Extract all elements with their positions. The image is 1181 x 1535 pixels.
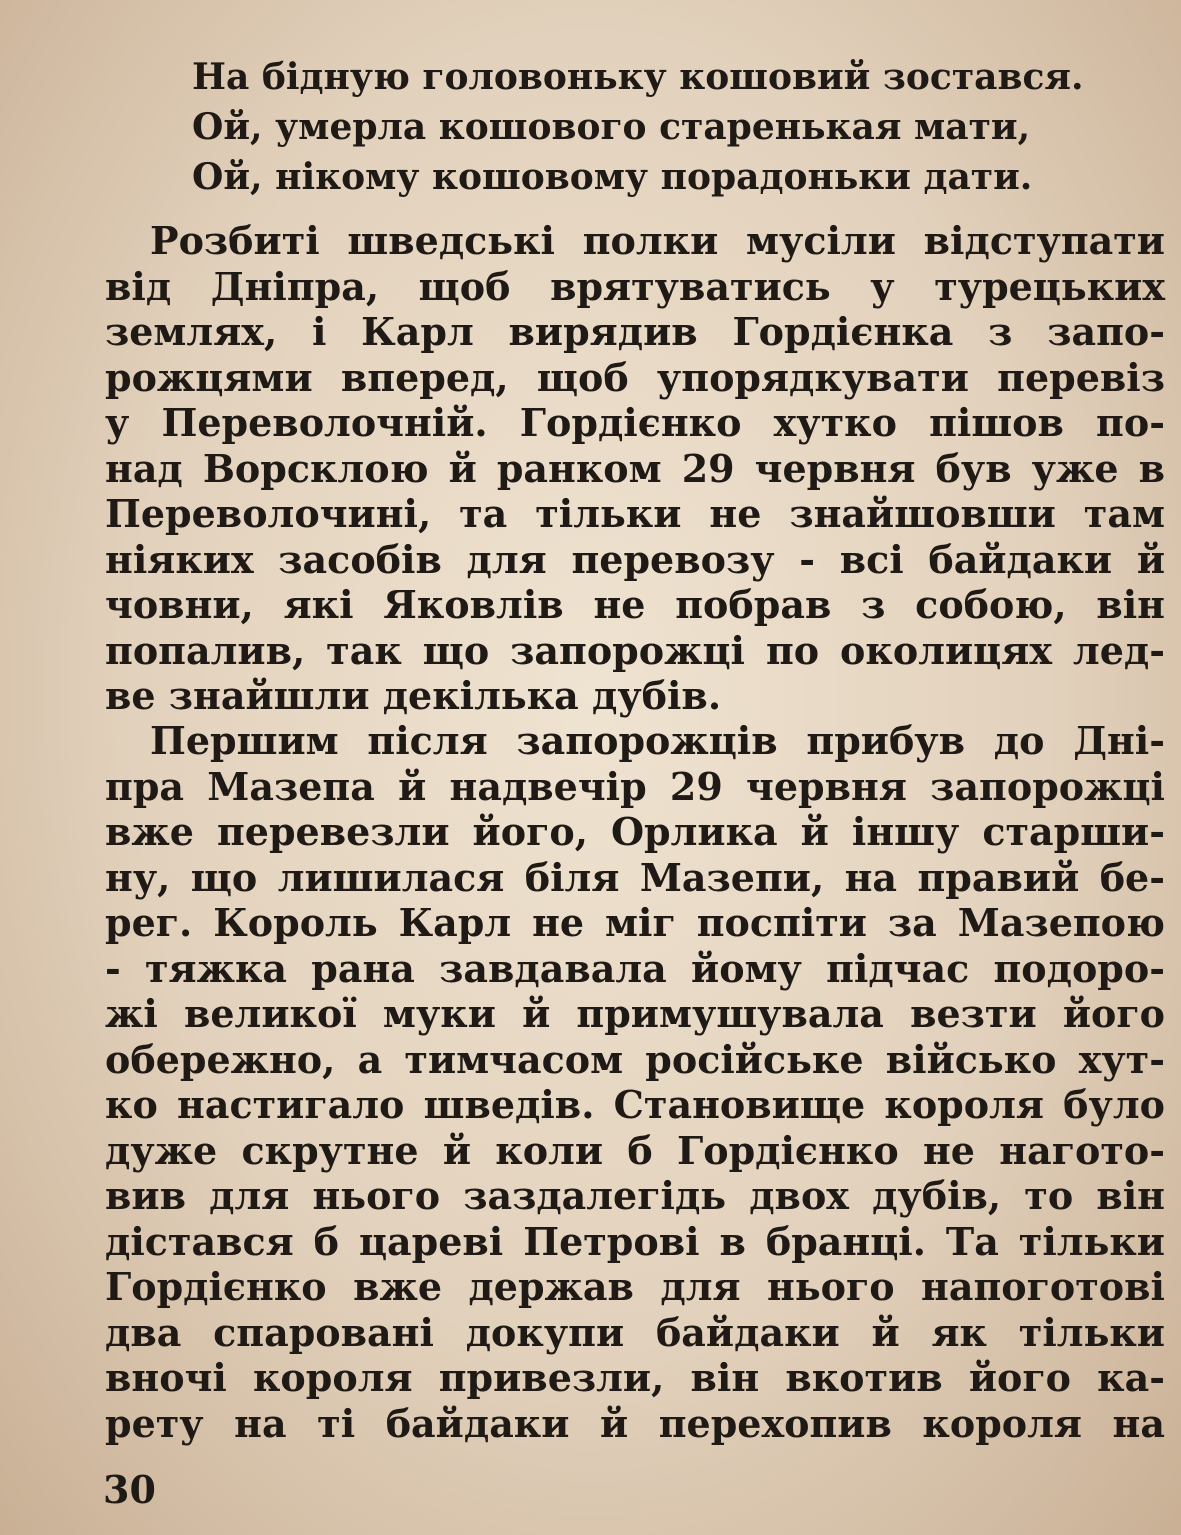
text-line: рожцями вперед, щоб упорядкувати перевіз [105, 354, 1165, 400]
verse-line: Ой, нікому кошовому порадоньки дати. [192, 156, 1033, 198]
text-line: пра Мазепа й надвечір 29 червня запорожці [105, 763, 1165, 809]
text-line: ко настигало шведів. Становище короля було [105, 1082, 1165, 1127]
text-line: вив для нього заздалегідь двох дубів, то він [105, 1173, 1165, 1218]
page-number: 30 [103, 1467, 156, 1512]
text-line: жі великої муки й примушувала везти його [105, 991, 1165, 1036]
text-line: рету на ті байдаки й перехопив короля на [105, 1400, 1165, 1446]
text-line: ве знайшли декілька дубів. [105, 673, 722, 718]
text-line: дуже скрутне й коли б Гордієнко не нагото- [105, 1127, 1165, 1173]
paragraph-2 [105, 718, 1165, 1446]
text-line: вже перевезли його, Орлика й іншу старши- [105, 809, 1165, 854]
verse-line: На бідную головоньку кошовий зостався. [192, 56, 1084, 98]
text-line: землях, і Карл вирядив Гордієнка з запо- [105, 309, 1165, 354]
text-line: над Ворсклою й ранком 29 червня був уже в [105, 445, 1165, 491]
text-line: ніяких засобів для перевозу - всі байдаки й [105, 536, 1165, 582]
text-line: дістався б цареві Петрові в бранці. Та тільки [105, 1218, 1165, 1264]
text-line: два спаровані докупи байдаки й як тільки [105, 1309, 1165, 1355]
text-line: від Дніпра, щоб врятуватись у турецьких [105, 263, 1165, 309]
text-line: попалив, так що запорожці по околицях лед- [105, 627, 1165, 673]
verse-block [192, 52, 1172, 202]
text-line: у Переволочній. Гордієнко хутко пішов по- [105, 400, 1165, 445]
text-line: Переволочині, та тільки не знайшовши там [105, 491, 1165, 536]
text-line: човни, які Яковлів не побрав з собою, він [105, 582, 1165, 627]
text-line: ну, що лишилася біля Мазепи, на правий бе- [105, 854, 1165, 900]
text-line: рег. Король Карл не міг поспіти за Мазепою [105, 900, 1165, 945]
text-line: вночі короля привезли, він вкотив його ка- [105, 1355, 1165, 1400]
text-line: Гордієнко вже держав для нього напоготові [105, 1264, 1165, 1309]
text-line: обережно, а тимчасом російське військо хут- [105, 1036, 1165, 1082]
text-line: Розбиті шведські полки мусіли відступати [150, 218, 1165, 263]
verse-line: Ой, умерла кошового старенькая мати, [192, 106, 1031, 148]
text-line: - тяжка рана завдавала йому підчас подоро- [105, 945, 1165, 991]
text-line: Першим після запорожців прибув до Дні- [150, 718, 1165, 763]
paragraph-1 [105, 218, 1165, 719]
